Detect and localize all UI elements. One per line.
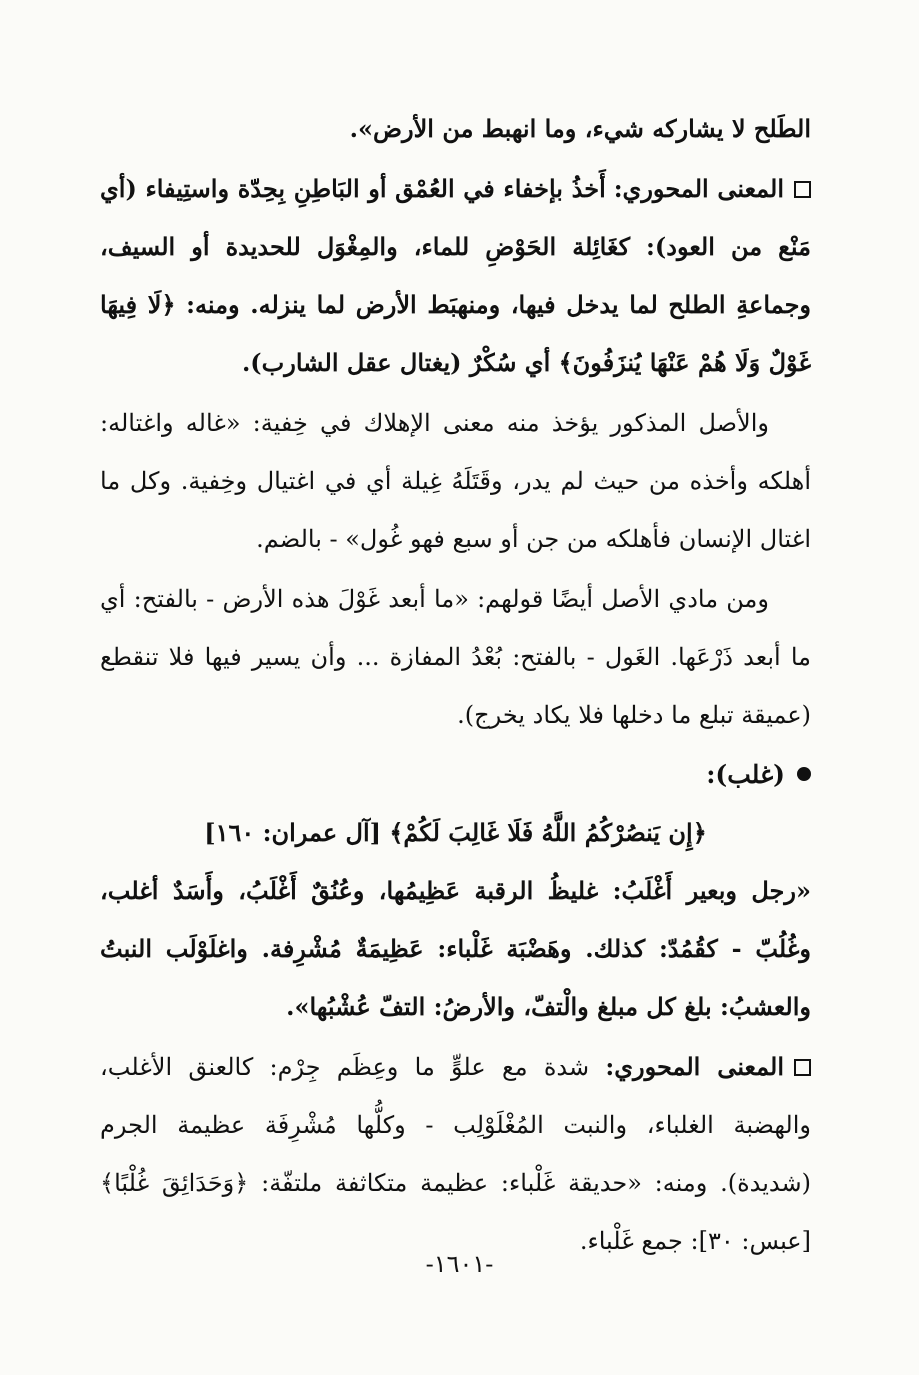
meaning-paragraph-ghlb [100, 1038, 811, 1270]
meaning-label: المعنى المحوري: [613, 174, 785, 203]
meaning-paragraph-ghwl [100, 160, 811, 392]
page-number: -١٦٠١- [425, 1250, 494, 1278]
madi-paragraph: ومن مادي الأصل أيضًا قولهم: «ما أبعد غَوْلَ هذه الأرض - بالفتح: أي ما أبعد ذَرْعَها. الغَول - بالفتح: بُعْدُ المفازة ... وأن يسير فيها فلا تنقطع (عميقة تبلع ما دخلها فلا يكاد يخرج). [100, 585, 811, 729]
quran-verse: ﴿إِن يَنصُرْكُمُ اللَّهُ فَلَا غَالِبَ لَكُمْ﴾ [آل عمران: ١٦٠] [204, 818, 707, 847]
continuation-paragraph: الطَلح لا يشاركه شيء، وما انهبط من الأرض». [349, 114, 811, 143]
square-bullet-icon [794, 181, 811, 198]
meaning-text: أَخذُ بإخفاء في العُمْق أو البَاطِنِ بِحِدّة واستِيفاء (أي مَنْع من العود): كغَائِلة الحَوْضِ للماء، والمِغْوَل للحديدة أو السيف، وجماعةِ الطلح لما يدخل فيها، ومنهبَط الأرض لما ينزله. ومنه: ﴿لَا فِيهَا غَوْلٌ وَلَا هُمْ عَنْهَا يُنزَفُونَ﴾ أي سُكْرٌ (يغتال عقل الشارب). [100, 174, 811, 377]
square-bullet-icon [794, 1059, 811, 1076]
round-bullet-icon [797, 767, 811, 781]
meaning-label: المعنى المحوري: [605, 1052, 784, 1081]
lexicon-quote: «رجل وبعير أَغْلَبُ: غليظُ الرقبة عَظِيمُها، وعُنُقٌ أَغْلَبُ، وأَسَدٌ أغلب، وغُلُبّ - كقُمُدّ: كذلك. وهَضْبَة غَلْباء: عَظِيمَةٌ مُشْرِفة. واغلَوْلَب النبتُ والعشبُ: بلغ كل مبلغ والْتفّ، والأرضُ: التفّ عُشْبُها». [100, 876, 811, 1021]
ihlak-paragraph: والأصل المذكور يؤخذ منه معنى الإهلاك في خِفية: «غاله واغتاله: أهلكه وأخذه من حيث لم يدر، وقَتَلَهُ غِيلة أي في اغتيال وخِفية. وكل ما اغتال الإنسان فأهلكه من جن أو سبع فهو غُول» - بالضم. [100, 409, 811, 553]
meaning-text: شدة مع علوٍّ ما وعِظَم جِرْم: كالعنق الأغلب، والهضبة الغلباء، والنبت المُغْلَوْلِب - وكلُّها مُشْرِفَة عظيمة الجرم (شديدة). ومنه: «حديقة غَلْباء: عظيمة متكاثفة ملتفّة: ﴿وَحَدَائِقَ غُلْبًا﴾ [عبس: ٣٠]: جمع غَلْباء. [100, 1053, 811, 1255]
root-heading [100, 746, 811, 804]
root-heading-text: (غلب): [706, 760, 785, 789]
